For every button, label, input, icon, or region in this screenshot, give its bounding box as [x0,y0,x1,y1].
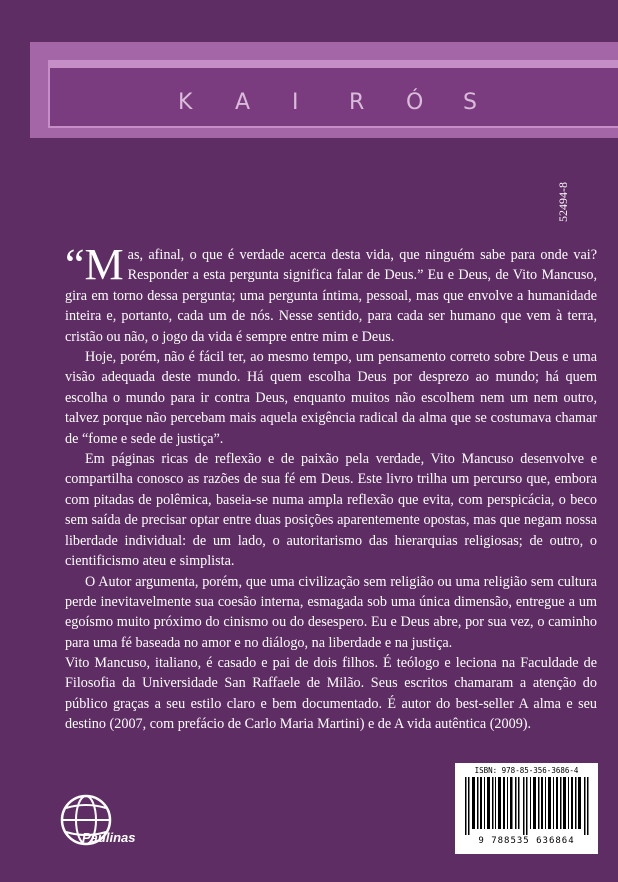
series-letter: A [235,90,251,115]
series-letter: S [463,90,477,115]
series-letter: R [349,90,365,115]
barcode-digits: 9 788535 636864 [478,836,575,846]
paragraph-4: O Autor argumenta, porém, que uma civilização sem religião ou uma religião sem cultura perde inevitavelmente sua coesão interna, esmagada sob uma única dimensão, entregue a um egoísmo muito próximo do cinismo ou do desespero. Eu e Deus abre, por sua vez, o caminho para uma fé baseada no amor e no diálogo, na liberdade e na justiça. [65,573,597,651]
paragraph-1: “Mas, afinal, o que é verdade acerca desta vida, que ninguém sabe para onde vai? Responder a esta pergunta significa falar de Deus.” Eu e Deus, de Vito Mancuso, gira em torno dessa pergunta; uma pergunta íntima, pessoal, mas que envolve a humanidade inteira e, portanto, cada um de nós. Nesse sentido, para cada ser humano que vem à terra, cristão ou não, o jogo da vida é sempre entre mim e Deus. [65,240,597,345]
series-letter: K [178,90,193,115]
paulinas-logo-icon [58,790,128,860]
publisher-name: Paulinas [82,830,136,845]
paragraph-3: Em páginas ricas de reflexão e de paixão pela verdade, Vito Mancuso desenvolve e compartilha conosco as razões de sua fé em Deus. Este livro trilha um percurso que, embora com pitadas de polêmica, baseia-se numa ampla reflexão que evita, com perspicácia, o beco sem saída de precisar optar entre duas posições aparentemente opostas, mas que negam nossa liberdade individual: de um lado, o autoritarismo das hierarquias religiosas; de outro, o cientificismo ateu e simplista. [65,451,597,570]
series-letter: Ó [406,90,424,115]
blurb-text [65,240,597,653]
barcode-isbn: ISBN: 978-85-356-3686-4 [474,766,579,775]
author-bio-text: Vito Mancuso, italiano, é casado e pai de dois filhos. É teólogo e leciona na Faculdade de Filosofia da Universidade San Raffaele de Milão. Seus escritos chamaram a atenção do público graças a seu estilo claro e bem documentado. É autor do best-seller A alma e seu destino (2007, com prefácio de Carlo Maria Martini) e de A vida autêntica (2009). [65,655,597,733]
barcode-bars [465,777,590,835]
catalog-number-vertical: 52494-8 [556,182,570,222]
drop-cap: “M [65,240,124,289]
barcode [455,763,598,854]
author-bio [65,653,597,735]
paragraph-2: Hoje, porém, não é fácil ter, ao mesmo tempo, um pensamento correto sobre Deus e uma visão adequada deste mundo. Há quem escolha Deus por desprezo ao mundo; há quem escolha o mundo para ir contra Deus, enquanto muitos não escolhem nem um nem outro, talvez porque não percebam mais aquela exigência radical da alma que se costumava chamar de “fome e sede de justiça”. [65,349,597,447]
series-title-kairos [178,90,520,115]
series-letter: I [292,90,299,115]
